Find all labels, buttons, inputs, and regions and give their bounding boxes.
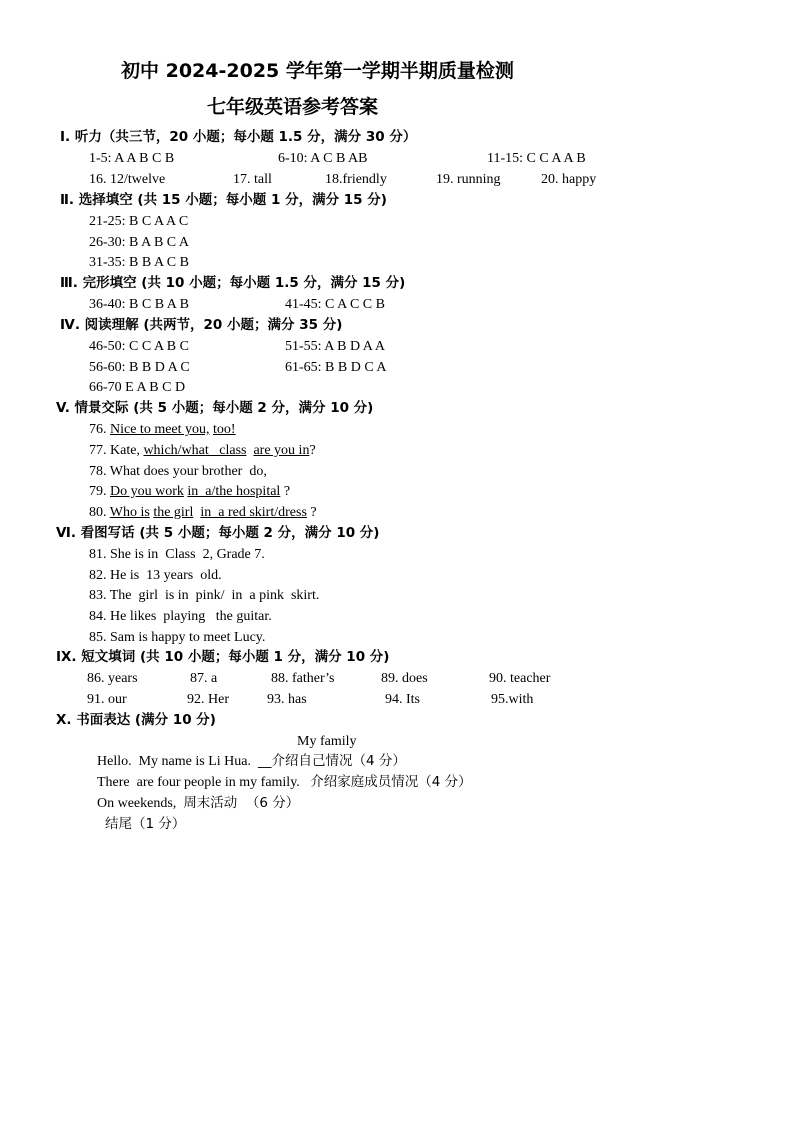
answer-blank: Who is (109, 505, 150, 520)
section-heading-cloze: Ⅲ. 完形填空 (共 10 小题；每小题 1.5 分，满分 15 分) (60, 275, 406, 291)
answer-blank: Nice to meet you, (110, 422, 210, 437)
answer-blank: too! (213, 422, 236, 437)
answer-line: 66-70 E A B C D (89, 380, 186, 395)
question-number: 79. (89, 484, 107, 499)
question-number: 76. (89, 422, 107, 437)
essay-line (97, 797, 299, 811)
answer-line: 93. has (267, 692, 307, 707)
question-number: 77. Kate, (89, 443, 140, 458)
answer-line-79 (89, 485, 290, 499)
answer-line: 46-50: C C A B C (89, 339, 189, 354)
answer-line: 81. She is in Class 2, Grade 7. (89, 547, 265, 562)
answer-line: 92. Her (187, 692, 229, 707)
answer-line: 18.friendly (325, 172, 387, 187)
question-number: 80. (89, 505, 107, 520)
answer-line: 85. Sam is happy to meet Lucy. (89, 630, 266, 645)
answer-line: 84. He likes playing the guitar. (89, 609, 272, 624)
essay-text: There are four people in my family. (97, 775, 311, 790)
essay-text: On weekends, (97, 796, 184, 811)
essay-note: 结尾（1 分） (105, 816, 186, 832)
answer-line: 88. father’s (271, 671, 335, 686)
page-subtitle: 七年级英语参考答案 (207, 96, 379, 118)
section-heading-multiple-choice: Ⅱ. 选择填空 (共 15 小题；每小题 1 分，满分 15 分) (60, 192, 387, 208)
section-heading-passage-fill: IX. 短文填词 (共 10 小题；每小题 1 分，满分 10 分) (56, 649, 390, 665)
answer-line: 31-35: B B A C B (89, 255, 189, 270)
section-heading-reading: Ⅳ. 阅读理解 (共两节，20 小题；满分 35 分) (60, 317, 343, 333)
answer-line: 94. Its (385, 692, 420, 707)
section-heading-dialogue: V. 情景交际 (共 5 小题；每小题 2 分，满分 10 分) (56, 400, 374, 416)
answer-line: 90. teacher (489, 671, 551, 686)
answer-blank: the girl (153, 505, 194, 520)
section-heading-listening: Ⅰ. 听力（共三节，20 小题；每小题 1.5 分，满分 30 分） (60, 129, 417, 145)
answer-line: 87. a (190, 671, 218, 686)
answer-line: 17. tall (233, 172, 272, 187)
answer-line-78: 78. What does your brother do, (89, 464, 267, 479)
answer-blank: are you in (253, 443, 310, 458)
answer-line: 91. our (87, 692, 127, 707)
section-heading-writing: X. 书面表达 (满分 10 分) (56, 712, 216, 728)
answer-line: 56-60: B B D A C (89, 360, 190, 375)
answer-line: 1-5: A A B C B (89, 151, 175, 166)
answer-line: 83. The girl is in pink/ in a pink skirt. (89, 588, 320, 603)
section-heading-picture-writing: Ⅵ. 看图写话 (共 5 小题；每小题 2 分，满分 10 分) (56, 525, 380, 541)
answer-line-76 (89, 423, 236, 437)
answer-line-80 (89, 506, 317, 520)
answer-line: 11-15: C C A A B (487, 151, 586, 166)
answer-line: 36-40: B C B A B (89, 297, 189, 312)
answer-line: 21-25: B C A A C (89, 214, 189, 229)
answer-line: 86. years (87, 671, 138, 686)
answer-blank: which/what class (143, 443, 247, 458)
answer-line: 61-65: B B D C A (285, 360, 387, 375)
punctuation: ? (283, 484, 291, 499)
answer-line-77 (89, 444, 316, 458)
answer-line: 95.with (491, 692, 534, 707)
answer-line: 89. does (381, 671, 428, 686)
essay-note: 介绍家庭成员情况（4 分） (310, 774, 472, 790)
essay-note: __介绍自己情况（4 分） (257, 753, 406, 769)
answer-line: 16. 12/twelve (89, 172, 166, 187)
page-title: 初中 2024-2025 学年第一学期半期质量检测 (121, 60, 514, 82)
essay-line (97, 776, 472, 790)
answer-line: 51-55: A B D A A (285, 339, 385, 354)
answer-line: 26-30: B A B C A (89, 235, 189, 250)
answer-line: 19. running (436, 172, 501, 187)
essay-title: My family (297, 734, 357, 749)
answer-line: 6-10: A C B AB (278, 151, 368, 166)
answer-line: 41-45: C A C C B (285, 297, 385, 312)
essay-note: 周末活动 （6 分） (183, 795, 300, 811)
essay-line (97, 755, 406, 769)
answer-line: 82. He is 13 years old. (89, 568, 222, 583)
answer-blank: Do you work (110, 484, 184, 499)
answer-line: 20. happy (541, 172, 597, 187)
answer-blank: in a red skirt/dress (200, 505, 307, 520)
punctuation: ? (309, 443, 316, 458)
answer-blank: in a/the hospital (187, 484, 281, 499)
punctuation: ? (310, 505, 317, 520)
essay-text: Hello. My name is Li Hua. (97, 754, 258, 769)
